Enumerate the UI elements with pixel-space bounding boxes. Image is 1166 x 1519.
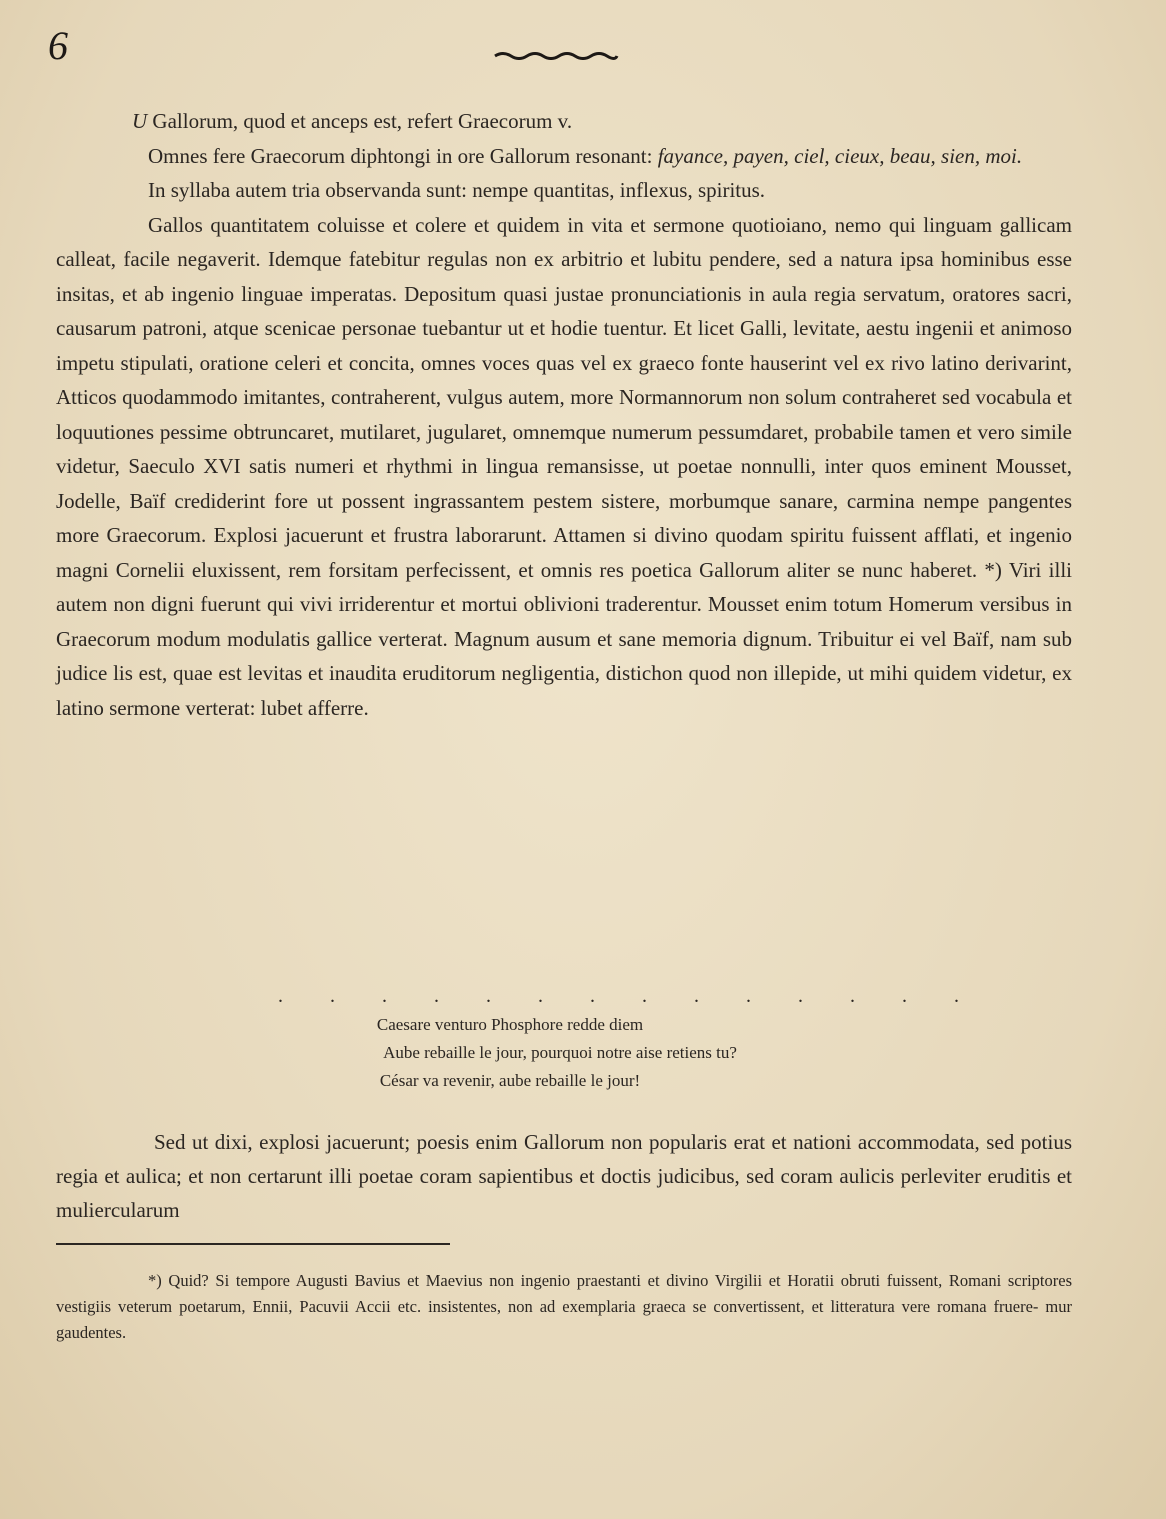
- paragraph: [56, 139, 1072, 174]
- closing-text: [56, 1125, 1072, 1227]
- paragraph: Sed ut dixi, explosi jacuerunt; poesis enim Gallorum non popularis erat et nationi accommodata, sed potius regia et aulica; et non certarunt illi poetae coram sapientibus et doctis judicibus, sed coram aulicis perleviter eruditis et muliercularum: [56, 1130, 1072, 1222]
- verse-line: Caesare venturo Phosphore redde diem: [376, 1015, 644, 1034]
- page-number: 6: [48, 23, 68, 68]
- wavy-rule-ornament-icon: [493, 50, 619, 60]
- ellipsis-dots: . . . . . . . . . . . . . .: [278, 985, 980, 1007]
- paragraph-text: Omnes fere Graecorum diphtongi in ore Gallorum resonant:: [148, 143, 658, 168]
- italic-initial: U: [132, 109, 148, 133]
- paragraph: In syllaba autem tria observanda sunt: nempe quantitas, inflexus, spiritus.: [148, 178, 766, 202]
- paragraph: Gallos quantitatem coluisse et colere et quidem in vita et sermone quotioiano, nemo qui linguam gallicam calleat, facile negaverit. Idemque fatebitur regulas non ex arbitrio et lubitu pendere, sed a natura ipsa hominibus esse insitas, et ab ingenio linguae imperatas. Depositum quasi justae pronunciationis in aula regia servatum, oratores sacri, causarum patroni, atque scenicae personae tuebantur ut et hodie tuentur. Et licet Galli, levitate, aestu ingenii et animoso impetu stipulati, oratione celeri et concita, omnes voces quas vel ex graeco fonte hauserint vel ex rivo latino derivarint, Atticos quodammodo imitantes, contraherent, vulgus autem, more Normannorum non solum contraheret sed vocabula et loquutiones pessime obtruncaret, mutilaret, jugularet, omnemque numerum pessumdaret, probabile tamen et vero simile videtur, Saeculo XVI satis numeri et rhythmi in lingua remansisse, ut poetae nonnulli, inter quos eminent Mousset, Jodelle, Baïf crediderint fore ut possent ingrassantem pestem sistere, morbumque sanare, carmina nempe pangentes more Graecorum. Explosi jacuerunt et frustra laborarunt. Attamen si divino quodam spiritu fuissent afflati, et ingenio magni Cornelii eluxissent, rem forsitam perfecissent, et omnis res poetica Gallorum aliter se nunc haberet. *) Viri illi autem non digni fuerunt qui vivi irriderentur et mortui oblivioni traderentur. Mousset enim totum Homerum versibus in Graecorum modum modulatis gallice verterat. Magnum ausum et sane memoria dignum. Tribuitur ei vel Baïf, nam sub judice lis est, quae est levitas et inaudita eruditorum negligentia, distichon quod non illepide, ut mihi quidem videtur, ex latino sermone verterat: lubet afferre.: [56, 212, 1072, 720]
- footnote: [56, 1268, 1072, 1346]
- footnote-divider: [56, 1243, 450, 1245]
- verse-line: César va revenir, aube rebaille le jour!: [379, 1071, 641, 1090]
- italic-examples: fayance, payen, ciel, cieux, beau, sien, moi.: [657, 143, 1023, 168]
- paragraph: [56, 104, 1072, 139]
- footnote-text: *) Quid? Si tempore Augusti Bavius et Maevius non ingenio praestanti et divino Virgilii et Horatii obruti fuissent, Romani scriptores vestigiis veterum poetarum, Ennii, Pacuvii Accii etc. insistentes, non ad exemplaria graeca se convertissent, et litteratura vere romana fruere- mur gaudentes.: [56, 1271, 1072, 1342]
- verse-quotation: [200, 1011, 940, 1095]
- main-text: [56, 104, 1072, 725]
- paragraph-text: Gallorum, quod et anceps est, refert Graecorum v.: [147, 109, 573, 133]
- verse-line: Aube rebaille le jour, pourquoi notre aise retiens tu?: [383, 1043, 737, 1062]
